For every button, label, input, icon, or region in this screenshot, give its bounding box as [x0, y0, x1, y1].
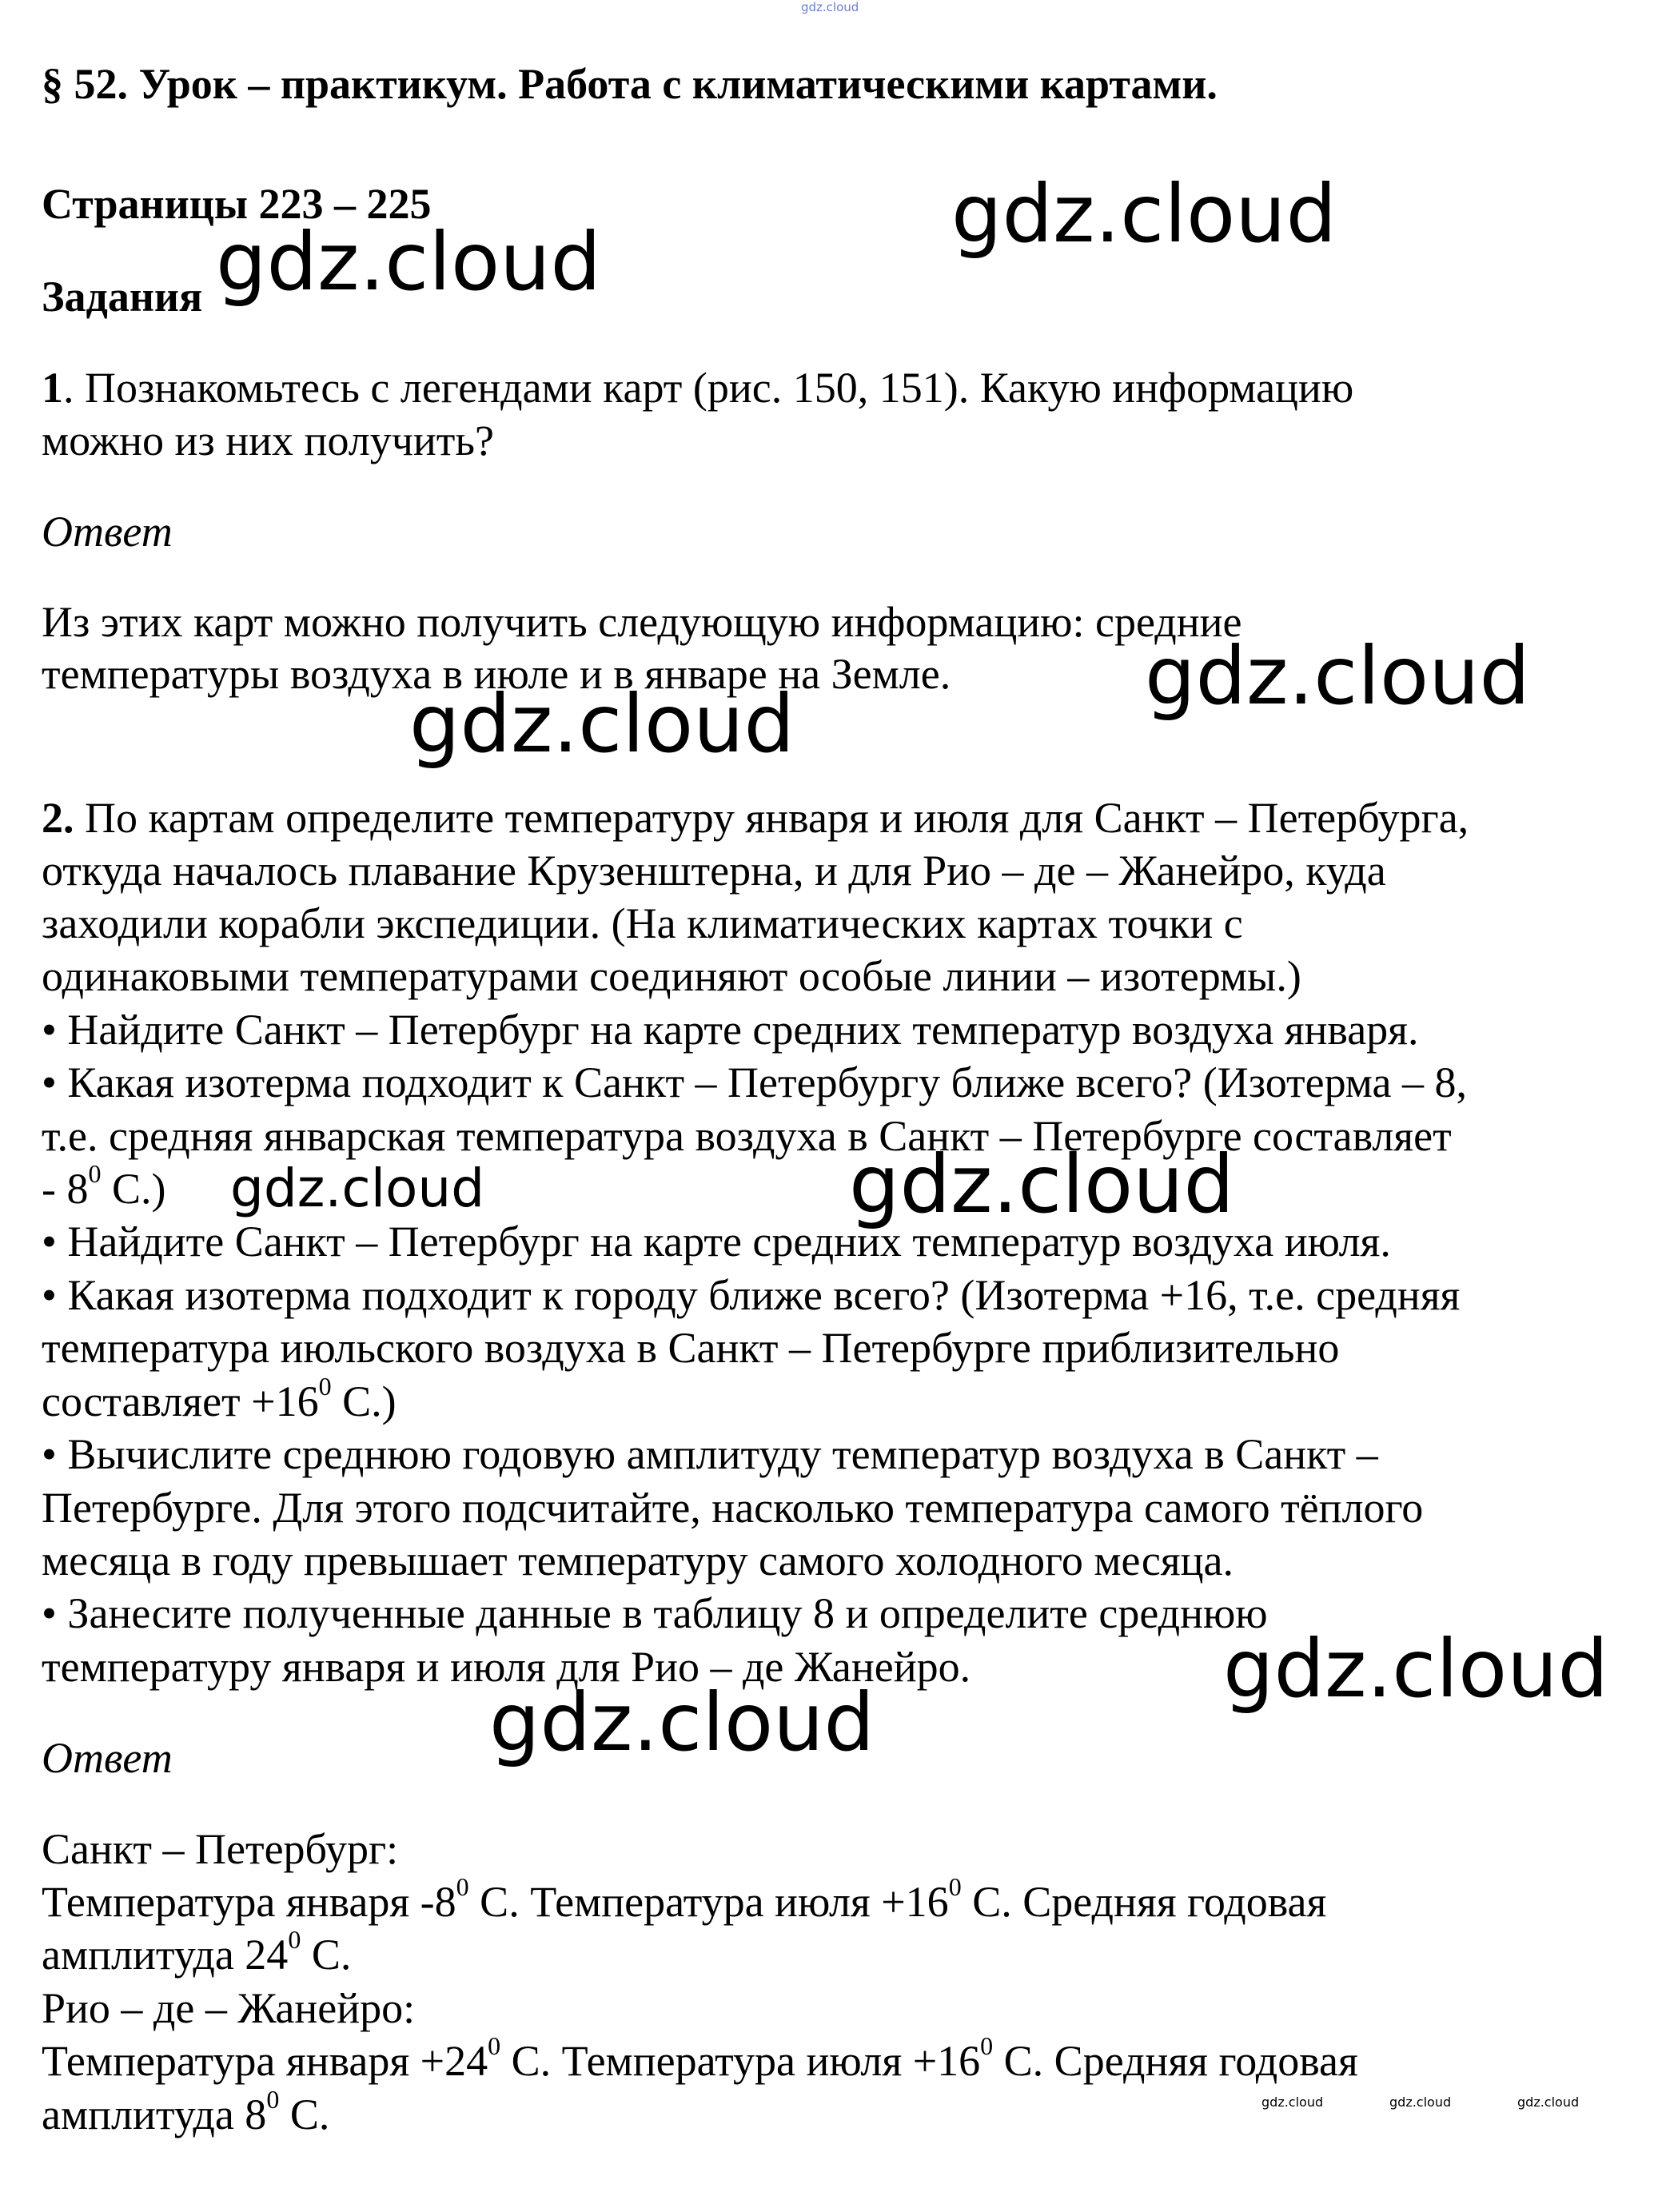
- task2-line-12: составляет $+16^0$ С.): [42, 1372, 397, 1425]
- page-title: § 52. Урок – практикум. Работа с климатическими картами.: [42, 60, 1218, 108]
- task2-bullet-5: • Вычислите среднюю годовую амплитуду температур воздуха в Санкт –: [42, 1430, 1378, 1478]
- watermark: gdz.cloud: [849, 1138, 1235, 1231]
- watermark-small: gdz.cloud: [1261, 2094, 1324, 2110]
- task2-bullet-1: • Найдите Санкт – Петербург на карте средних температур воздуха января.: [42, 1006, 1419, 1054]
- watermark: gdz.cloud: [1223, 1622, 1609, 1716]
- task1-number: 1: [42, 364, 63, 412]
- watermark: gdz.cloud: [951, 167, 1337, 261]
- answer2-label: Ответ: [42, 1734, 173, 1782]
- watermark-small: gdz.cloud: [1389, 2094, 1452, 2110]
- answer2-rio-line-2: амплитуда $8^0$ С.: [42, 2085, 330, 2138]
- watermark: gdz.cloud: [230, 1158, 485, 1219]
- answer1-line-1: Из этих карт можно получить следующую информацию: средние: [42, 598, 1242, 646]
- task2-line-8: - $8^0$ С.): [42, 1159, 166, 1213]
- answer2-spb-line-2: амплитуда $24^0$ С.: [42, 1925, 352, 1979]
- task2-line-4: одинаковыми температурами соединяют особые линии – изотермы.): [42, 952, 1301, 1000]
- answer2-rio-line-1: Температура января $+24^0$ С. Температура июля $+16^0$ С. Средняя годовая: [42, 2031, 1358, 2085]
- watermark: gdz.cloud: [409, 677, 795, 771]
- task2-bullet-6: • Занесите полученные данные в таблицу 8 и определите среднюю: [42, 1589, 1268, 1637]
- answer1-line-2: температуры воздуха в июле и в январе на Земле.: [42, 650, 951, 698]
- task2-line-14: Петербурге. Для этого подсчитайте, насколько температура самого тёплого: [42, 1484, 1424, 1532]
- answer1-label: Ответ: [42, 508, 173, 556]
- pages-label: Страницы 223 – 225: [42, 180, 432, 228]
- answer2-spb-label: Санкт – Петербург:: [42, 1825, 399, 1873]
- task2-line-17: температуру января и июля для Рио – де Жанейро.: [42, 1643, 971, 1691]
- tasks-heading: Задания: [42, 273, 203, 321]
- watermark-small: gdz.cloud: [1517, 2094, 1580, 2110]
- task2-line-2: откуда началось плавание Крузенштерна, и для Рио – де – Жанейро, куда: [42, 847, 1386, 895]
- task2-bullet-3: • Найдите Санкт – Петербург на карте средних температур воздуха июля.: [42, 1218, 1391, 1265]
- task2-line-7: т.е. средняя январская температура воздуха в Санкт – Петербурге составляет: [42, 1112, 1452, 1160]
- task2-line-3: заходили корабли экспедиции. (На климатических картах точки с: [42, 899, 1243, 947]
- watermark-top: gdz.cloud: [801, 0, 859, 14]
- answer2-spb-line-1: Температура января $-8^0$ С. Температура июля $+16^0$ С. Средняя годовая: [42, 1872, 1327, 1926]
- task2-bullet-2: • Какая изотерма подходит к Санкт – Петербургу ближе всего? (Изотерма – 8,: [42, 1058, 1468, 1106]
- watermark: gdz.cloud: [1145, 629, 1531, 723]
- task2-line-11: температура июльского воздуха в Санкт – Петербурге приблизительно: [42, 1324, 1340, 1372]
- task1-line-2: можно из них получить?: [42, 416, 494, 464]
- watermark: gdz.cloud: [216, 215, 602, 309]
- task2-line-1: 2. По картам определите температуру января и июля для Санкт – Петербурга,: [42, 794, 1469, 842]
- task2-bullet-4: • Какая изотерма подходит к городу ближе всего? (Изотерма +16, т.е. средняя: [42, 1271, 1461, 1319]
- task2-line-15: месяца в году превышает температуру самого холодного месяца.: [42, 1536, 1234, 1584]
- task2-number: 2.: [42, 794, 74, 842]
- watermark: gdz.cloud: [489, 1676, 875, 1769]
- answer2-rio-label: Рио – де – Жанейро:: [42, 1984, 416, 2032]
- task1-line-1: 1. Познакомьтесь с легендами карт (рис. 150, 151). Какую информацию: [42, 364, 1354, 412]
